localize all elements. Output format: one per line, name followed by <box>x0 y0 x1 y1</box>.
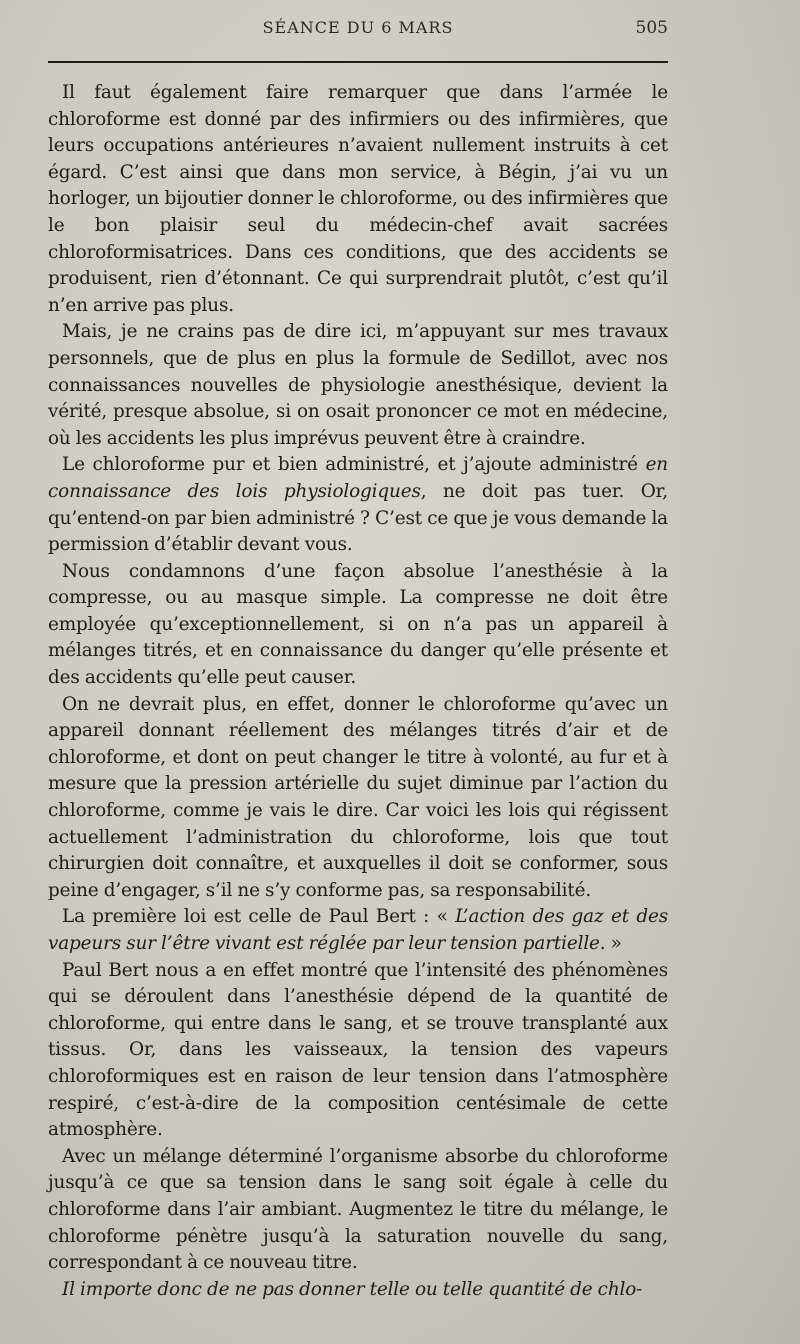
body-text <box>48 80 668 1303</box>
paragraph-3 <box>48 452 668 558</box>
paragraph-5: On ne devrait plus, en effet, donner le chloroforme qu’avec un appareil donnant réellement des mélanges titrés d’air et de chloroforme, et dont on peut changer le titre à volonté, au fur et à mesure que la pression artérielle du sujet diminue par l’action du chloroforme, comme je vais le dire. Car voici les lois qui régissent actuellement l’administration du chloroforme, lois que tout chirurgien doit connaître, et auxquelles il doit se conformer, sous peine d’engager, s’il ne s’y conforme pas, sa responsabilité. <box>48 693 668 901</box>
paragraph-9: Il importe donc de ne pas donner telle ou telle quantité de chlo- <box>62 1278 643 1300</box>
paragraph-6-start: La première loi est celle de Paul Bert : « <box>62 906 456 928</box>
paragraph-6-end: » <box>605 933 622 954</box>
paragraph-8: Avec un mélange déterminé l’organisme absorbe du chloroforme jusqu’à ce que sa tension dans le sang soit égale à celle du chloroforme dans l’air ambiant. Augmentez le titre du mélange, le chloroforme pénètre jusqu’à la saturation nouvelle du sang, correspondant à ce nouveau titre. <box>48 1145 668 1274</box>
header-rule <box>48 61 668 63</box>
paragraph-3-italic: en connaissance des lois physiologiques <box>48 454 668 502</box>
paragraph-1: Il faut également faire remarquer que dans l’armée le chloroforme est donné par des infirmiers ou des infirmières, que leurs occupations antérieures n’avaient nullement instruits à cet égard. C’est ainsi que dans mon service, à Bégin, j’ai vu un horloger, un bijoutier donner le chloroforme, ou des infirmières que le bon plaisir seul du médecin-chef avait sacrées chloroformisatrices. Dans ces conditions, que des accidents se produisent, rien d’étonnant. Ce qui surprendrait plutôt, c’est qu’il n’en arrive pas plus. <box>48 82 668 316</box>
running-head: SÉANCE DU 6 MARS <box>262 18 454 37</box>
paragraph-3-end: , ne doit pas tuer. Or, qu’entend-on par bien administré ? C’est ce que je vous demande la permission d’établir devant vous. <box>48 480 668 556</box>
paragraph-4: Nous condamnons d’une façon absolue l’anesthésie à la compresse, ou au masque simple. La compresse ne doit être employée qu’exceptionnellement, si on n’a pas un appareil à mélanges titrés, et en connaissance du danger qu’elle présente et des accidents qu’elle peut causer. <box>48 560 668 689</box>
paragraph-6 <box>48 904 668 957</box>
page-header <box>48 18 668 46</box>
paragraph-7: Paul Bert nous a en effet montré que l’intensité des phénomènes qui se déroulent dans l’anesthésie dépend de la quantité de chloroforme, qui entre dans le sang, et se trouve transplanté aux tissus. Or, dans les vaisseaux, la tension des vapeurs chloroformiques est en raison de leur tension dans l’atmosphère respiré, c’est-à-dire de la composition centésimale de cette atmosphère. <box>48 959 668 1141</box>
paragraph-3-start: Le chloroforme pur et bien administré, et j’ajoute administré <box>62 454 646 476</box>
paragraph-2: Mais, je ne crains pas de dire ici, m’appuyant sur mes travaux personnels, que de plus en plus la formule de Sedillot, avec nos connaissances nouvelles de physiologie anesthésique, devient la vérité, presque absolue, si on osait prononcer ce mot en médecine, où les accidents les plus imprévus peuvent être à craindre. <box>48 321 668 449</box>
paragraph-6-italic: L’action des gaz et des vapeurs sur l’être vivant est réglée par leur tension partielle. <box>48 906 669 954</box>
page-number: 505 <box>635 18 668 38</box>
